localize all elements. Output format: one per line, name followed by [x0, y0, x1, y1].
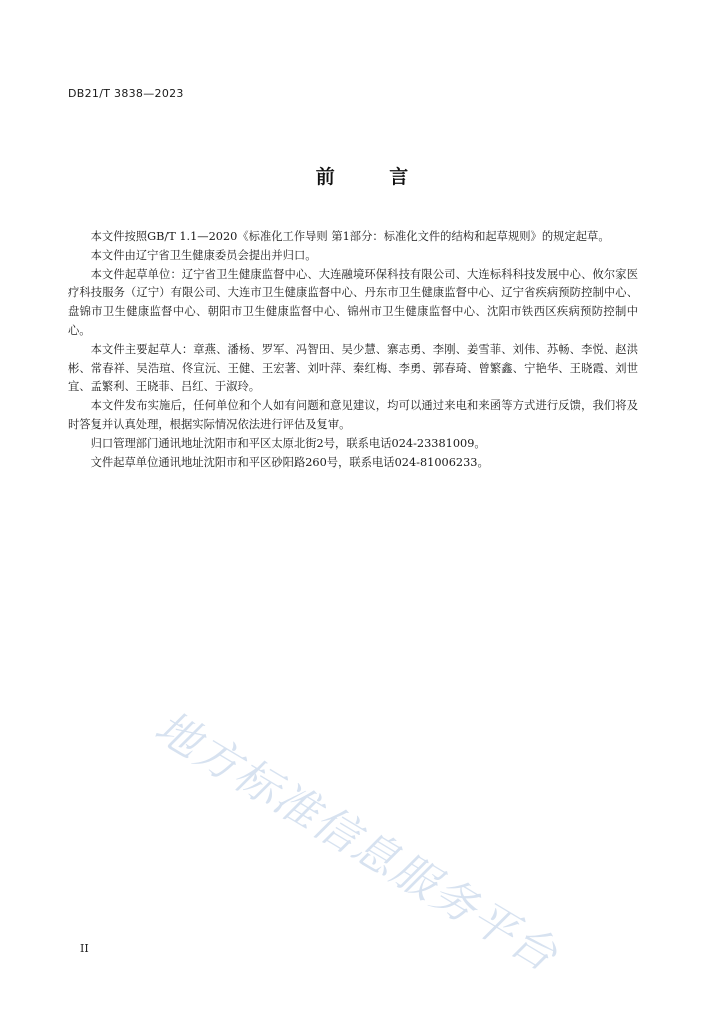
paragraph-management-address: 归口管理部门通讯地址沈阳市和平区太原北街2号，联系电话024-23381009。	[90, 436, 486, 450]
paragraph-drafter-address: 文件起草单位通讯地址沈阳市和平区砂阳路260号，联系电话024-81006233。	[90, 455, 489, 469]
page-number: II	[80, 942, 89, 955]
foreword-body	[68, 228, 638, 472]
paragraph-proposer: 本文件由辽宁省卫生健康委员会提出并归口。	[90, 248, 317, 262]
page-title: 前 言	[315, 166, 433, 188]
paragraph-drafting-rules: 本文件按照GB/T 1.1—2020《标准化工作导则 第1部分：标准化文件的结构和起草规则》的规定起草。	[90, 230, 610, 243]
document-code: DB21/T 3838—2023	[68, 87, 184, 100]
watermark: 地方标准信息服务平台	[146, 701, 567, 983]
paragraph-drafting-units: 本文件起草单位：辽宁省卫生健康监督中心、大连融境环保科技有限公司、大连标科科技发展中心、攸尔家医疗科技服务（辽宁）有限公司、大连市卫生健康监督中心、丹东市卫生健康监督中心、辽宁省疾病预防控制中心、盘锦市卫生健康监督中心、朝阳市卫生健康监督中心、锦州市卫生健康监督中心、沈阳市铁西区疾病预防控制中心。	[68, 267, 638, 337]
paragraph-main-drafters: 本文件主要起草人：章燕、潘杨、罗军、冯智田、吴少慧、寨志勇、李刚、姜雪菲、刘伟、苏畅、李悦、赵洪彬、常春祥、吴浩瑄、佟宣沅、王健、王宏著、刘叶萍、秦红梅、李勇、郭春琦、曾繁鑫、宁艳华、王晓霞、刘世宜、孟繁利、王晓菲、吕红、于淑玲。	[68, 342, 638, 394]
paragraph-feedback: 本文件发布实施后，任何单位和个人如有问题和意见建议，均可以通过来电和来函等方式进行反馈，我们将及时答复并认真处理，根据实际情况依法进行评估及复审。	[68, 399, 638, 431]
